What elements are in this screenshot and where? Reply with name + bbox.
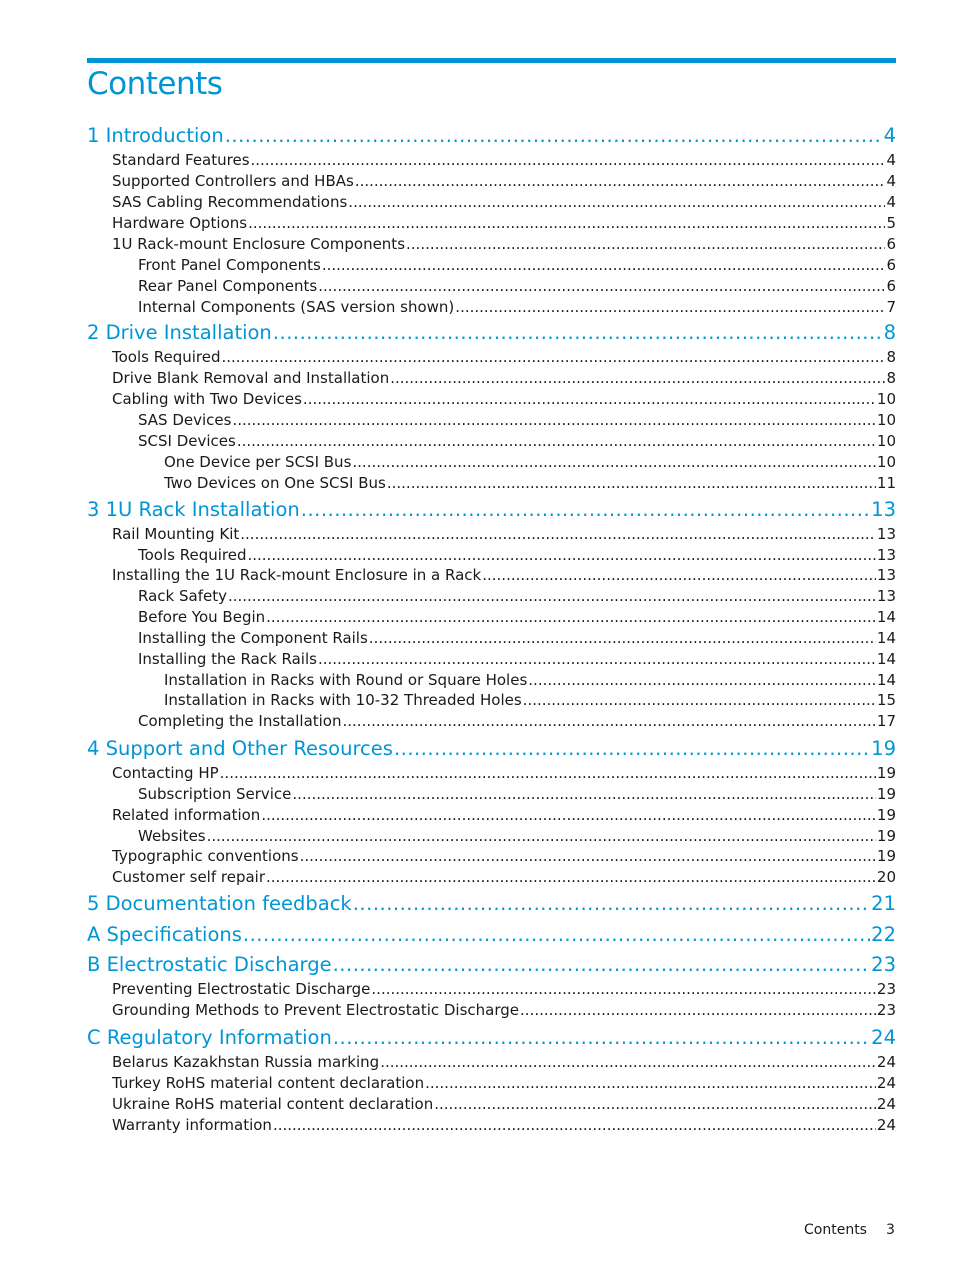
toc-entry-page: 8	[883, 321, 896, 344]
toc-entry-page: 19	[876, 847, 896, 865]
toc-dot-leader	[406, 234, 885, 255]
toc-section-entry[interactable]	[112, 234, 896, 255]
toc-chapter-entry[interactable]	[87, 951, 896, 979]
toc-entry-page: 21	[871, 892, 896, 915]
toc-dot-leader	[247, 545, 875, 566]
toc-entry-page: 24	[876, 1116, 896, 1134]
toc-entry-page: 10	[876, 432, 896, 450]
toc-entry-page: 6	[886, 256, 896, 274]
toc-entry-title: Completing the Installation	[138, 712, 342, 730]
footer-page-number: 3	[886, 1222, 895, 1238]
toc-entry-page: 5	[886, 214, 896, 232]
toc-dot-leader	[434, 1094, 876, 1115]
toc-entry-title: 1U Rack-mount Enclosure Components	[112, 235, 406, 253]
toc-entry-page: 6	[886, 235, 896, 253]
toc-entry-title: Installation in Racks with 10-32 Threaded Holes	[164, 691, 522, 709]
toc-entry-title: Standard Features	[112, 151, 250, 169]
toc-entry-page: 19	[876, 827, 896, 845]
toc-entry-page: 10	[876, 390, 896, 408]
toc-entry-title: C Regulatory Information	[87, 1026, 332, 1049]
toc-entry-page: 24	[876, 1095, 896, 1113]
toc-dot-leader	[387, 473, 876, 494]
toc-chapter-entry[interactable]	[87, 1024, 896, 1052]
toc-dot-leader	[237, 431, 876, 452]
toc-section-entry[interactable]	[138, 649, 896, 670]
toc-entry-page: 10	[876, 453, 896, 471]
toc-entry-title: Internal Components (SAS version shown)	[138, 298, 455, 316]
toc-entry-page: 19	[876, 806, 896, 824]
toc-entry-title: Websites	[138, 827, 206, 845]
toc-section-entry[interactable]	[112, 1115, 896, 1136]
toc-section-entry[interactable]	[138, 410, 896, 431]
toc-entry-title: Tools Required	[112, 348, 221, 366]
toc-entry-title: Subscription Service	[138, 785, 292, 803]
toc-dot-leader	[380, 1052, 876, 1073]
toc-section-entry[interactable]	[112, 867, 896, 888]
toc-dot-leader	[528, 670, 876, 691]
toc-dot-leader	[318, 276, 885, 297]
toc-entry-title: A Specifications	[87, 923, 242, 946]
toc-entry-title: Before You Begin	[138, 608, 266, 626]
toc-entry-title: SCSI Devices	[138, 432, 236, 450]
toc-entry-page: 8	[886, 348, 896, 366]
toc-dot-leader	[520, 1000, 876, 1021]
toc-dot-leader	[251, 150, 886, 171]
toc-entry-page: 4	[886, 172, 896, 190]
toc-chapter-entry[interactable]	[87, 735, 896, 763]
toc-dot-leader	[348, 192, 885, 213]
toc-entry-page: 13	[876, 566, 896, 584]
toc-dot-leader	[266, 867, 876, 888]
toc-entry-page: 15	[876, 691, 896, 709]
footer-section-label: Contents	[804, 1222, 867, 1238]
toc-dot-leader	[221, 347, 885, 368]
toc-dot-leader	[292, 784, 876, 805]
toc-entry-page: 11	[876, 474, 896, 492]
toc-entry-page: 4	[886, 151, 896, 169]
toc-entry-page: 14	[876, 671, 896, 689]
toc-entry-page: 19	[876, 764, 896, 782]
toc-section-entry[interactable]	[112, 368, 896, 389]
toc-entry-title: 4 Support and Other Resources	[87, 737, 393, 760]
toc-dot-leader	[343, 711, 876, 732]
toc-entry-title: Ukraine RoHS material content declaration	[112, 1095, 434, 1113]
toc-entry-title: 3 1U Rack Installation	[87, 498, 300, 521]
toc-section-entry[interactable]	[138, 545, 896, 566]
toc-dot-leader	[355, 171, 886, 192]
toc-entry-title: Installing the 1U Rack-mount Enclosure in a Rack	[112, 566, 482, 584]
toc-dot-leader	[318, 649, 876, 670]
toc-section-entry[interactable]	[138, 586, 896, 607]
toc-entry-title: Two Devices on One SCSI Bus	[164, 474, 386, 492]
toc-section-entry[interactable]	[112, 150, 896, 171]
toc-section-entry[interactable]	[138, 297, 896, 318]
toc-dot-leader	[240, 524, 876, 545]
toc-section-entry[interactable]	[164, 473, 896, 494]
toc-entry-title: Turkey RoHS material content declaration	[112, 1074, 425, 1092]
toc-entry-title: 5 Documentation feedback	[87, 892, 352, 915]
header-rule	[87, 58, 896, 63]
toc-dot-leader	[266, 607, 876, 628]
toc-dot-leader	[369, 628, 876, 649]
toc-dot-leader	[232, 410, 875, 431]
toc-section-entry[interactable]	[112, 347, 896, 368]
toc-entry-page: 19	[876, 785, 896, 803]
toc-entry-title: Supported Controllers and HBAs	[112, 172, 354, 190]
toc-dot-leader	[523, 690, 876, 711]
toc-entry-page: 6	[886, 277, 896, 295]
toc-entry-title: Grounding Methods to Prevent Electrostatic Discharge	[112, 1001, 520, 1019]
toc-section-entry[interactable]	[112, 565, 896, 586]
toc-entry-title: 2 Drive Installation	[87, 321, 272, 344]
toc-section-entry[interactable]	[112, 846, 896, 867]
toc-dot-leader	[455, 297, 885, 318]
toc-section-entry[interactable]	[112, 1073, 896, 1094]
toc-dot-leader	[301, 496, 870, 524]
toc-section-entry[interactable]	[138, 711, 896, 732]
toc-chapter-entry[interactable]	[87, 496, 896, 524]
toc-entry-page: 22	[871, 923, 896, 946]
toc-dot-leader	[322, 255, 886, 276]
toc-chapter-entry[interactable]	[87, 319, 896, 347]
toc-section-entry[interactable]	[164, 452, 896, 473]
toc-entry-page: 8	[886, 369, 896, 387]
toc-entry-page: 13	[871, 498, 896, 521]
toc-entry-title: Installing the Component Rails	[138, 629, 368, 647]
toc-dot-leader	[482, 565, 876, 586]
toc-dot-leader	[243, 921, 870, 949]
toc-section-entry[interactable]	[112, 192, 896, 213]
toc-entry-title: Contacting HP	[112, 764, 219, 782]
toc-entry-page: 24	[876, 1053, 896, 1071]
toc-entry-page: 13	[876, 546, 896, 564]
toc-entry-title: Drive Blank Removal and Installation	[112, 369, 390, 387]
toc-chapter-entry[interactable]	[87, 921, 896, 949]
toc-entry-title: SAS Devices	[138, 411, 232, 429]
toc-section-entry[interactable]	[138, 431, 896, 452]
toc-entry-title: Front Panel Components	[138, 256, 321, 274]
toc-entry-page: 4	[886, 193, 896, 211]
toc-dot-leader	[261, 805, 876, 826]
toc-entry-title: Rail Mounting Kit	[112, 525, 240, 543]
toc-entry-page: 14	[876, 608, 896, 626]
toc-section-entry[interactable]	[112, 1052, 896, 1073]
toc-entry-title: Installation in Racks with Round or Square Holes	[164, 671, 528, 689]
toc-section-entry[interactable]	[138, 255, 896, 276]
toc-entry-page: 23	[876, 980, 896, 998]
toc-section-entry[interactable]	[138, 276, 896, 297]
toc-entry-title: Customer self repair	[112, 868, 266, 886]
toc-dot-leader	[303, 389, 876, 410]
toc-dot-leader	[390, 368, 885, 389]
toc-section-entry[interactable]	[112, 213, 896, 234]
toc-dot-leader	[207, 826, 876, 847]
toc-section-entry[interactable]	[138, 628, 896, 649]
toc-entry-page: 23	[871, 953, 896, 976]
toc-section-entry[interactable]	[112, 171, 896, 192]
toc-section-entry[interactable]	[138, 784, 896, 805]
toc-entry-page: 13	[876, 525, 896, 543]
toc-entry-title: Typographic conventions	[112, 847, 299, 865]
toc-dot-leader	[394, 735, 870, 763]
toc-entry-title: Warranty information	[112, 1116, 272, 1134]
toc-section-entry[interactable]	[112, 1000, 896, 1021]
toc-dot-leader	[371, 979, 876, 1000]
toc-dot-leader	[273, 319, 883, 347]
toc-entry-page: 20	[876, 868, 896, 886]
toc-dot-leader	[352, 452, 876, 473]
toc-entry-page: 10	[876, 411, 896, 429]
toc-entry-page: 19	[871, 737, 896, 760]
toc-entry-title: SAS Cabling Recommendations	[112, 193, 348, 211]
toc-entry-title: Cabling with Two Devices	[112, 390, 302, 408]
toc-section-entry[interactable]	[138, 826, 896, 847]
toc-entry-title: One Device per SCSI Bus	[164, 453, 352, 471]
toc-section-entry[interactable]	[112, 1094, 896, 1115]
toc-entry-page: 24	[871, 1026, 896, 1049]
toc-entry-title: Related information	[112, 806, 261, 824]
toc-dot-leader	[333, 1024, 870, 1052]
page-title: Contents	[87, 66, 223, 102]
toc-entry-title: Belarus Kazakhstan Russia marking	[112, 1053, 380, 1071]
toc-entry-title: B Electrostatic Discharge	[87, 953, 332, 976]
toc-dot-leader	[228, 586, 876, 607]
toc-chapter-entry[interactable]	[87, 890, 896, 918]
toc-entry-page: 13	[876, 587, 896, 605]
toc-section-entry[interactable]	[164, 670, 896, 691]
toc-dot-leader	[300, 846, 876, 867]
toc-entry-title: Hardware Options	[112, 214, 248, 232]
toc-dot-leader	[273, 1115, 876, 1136]
toc-entry-page: 4	[883, 124, 896, 147]
toc-entry-page: 14	[876, 629, 896, 647]
toc-section-entry[interactable]	[112, 389, 896, 410]
toc-entry-title: Installing the Rack Rails	[138, 650, 317, 668]
toc-entry-page: 23	[876, 1001, 896, 1019]
toc-entry-title: Preventing Electrostatic Discharge	[112, 980, 371, 998]
toc-entry-title: Tools Required	[138, 546, 247, 564]
toc-section-entry[interactable]	[138, 607, 896, 628]
toc-entry-title: Rear Panel Components	[138, 277, 318, 295]
toc-entry-page: 14	[876, 650, 896, 668]
toc-entry-page: 17	[876, 712, 896, 730]
toc-section-entry[interactable]	[164, 690, 896, 711]
toc-entry-page: 24	[876, 1074, 896, 1092]
toc-section-entry[interactable]	[112, 763, 896, 784]
toc-dot-leader	[248, 213, 885, 234]
toc-dot-leader	[225, 122, 883, 150]
toc-section-entry[interactable]	[112, 524, 896, 545]
toc-section-entry[interactable]	[112, 979, 896, 1000]
toc-entry-title: Rack Safety	[138, 587, 227, 605]
toc-dot-leader	[333, 951, 871, 979]
toc-entry-page: 7	[886, 298, 896, 316]
toc-dot-leader	[353, 890, 870, 918]
toc-section-entry[interactable]	[112, 805, 896, 826]
toc-chapter-entry[interactable]	[87, 122, 896, 150]
toc-dot-leader	[220, 763, 876, 784]
toc-dot-leader	[425, 1073, 876, 1094]
toc-entry-title: 1 Introduction	[87, 124, 224, 147]
